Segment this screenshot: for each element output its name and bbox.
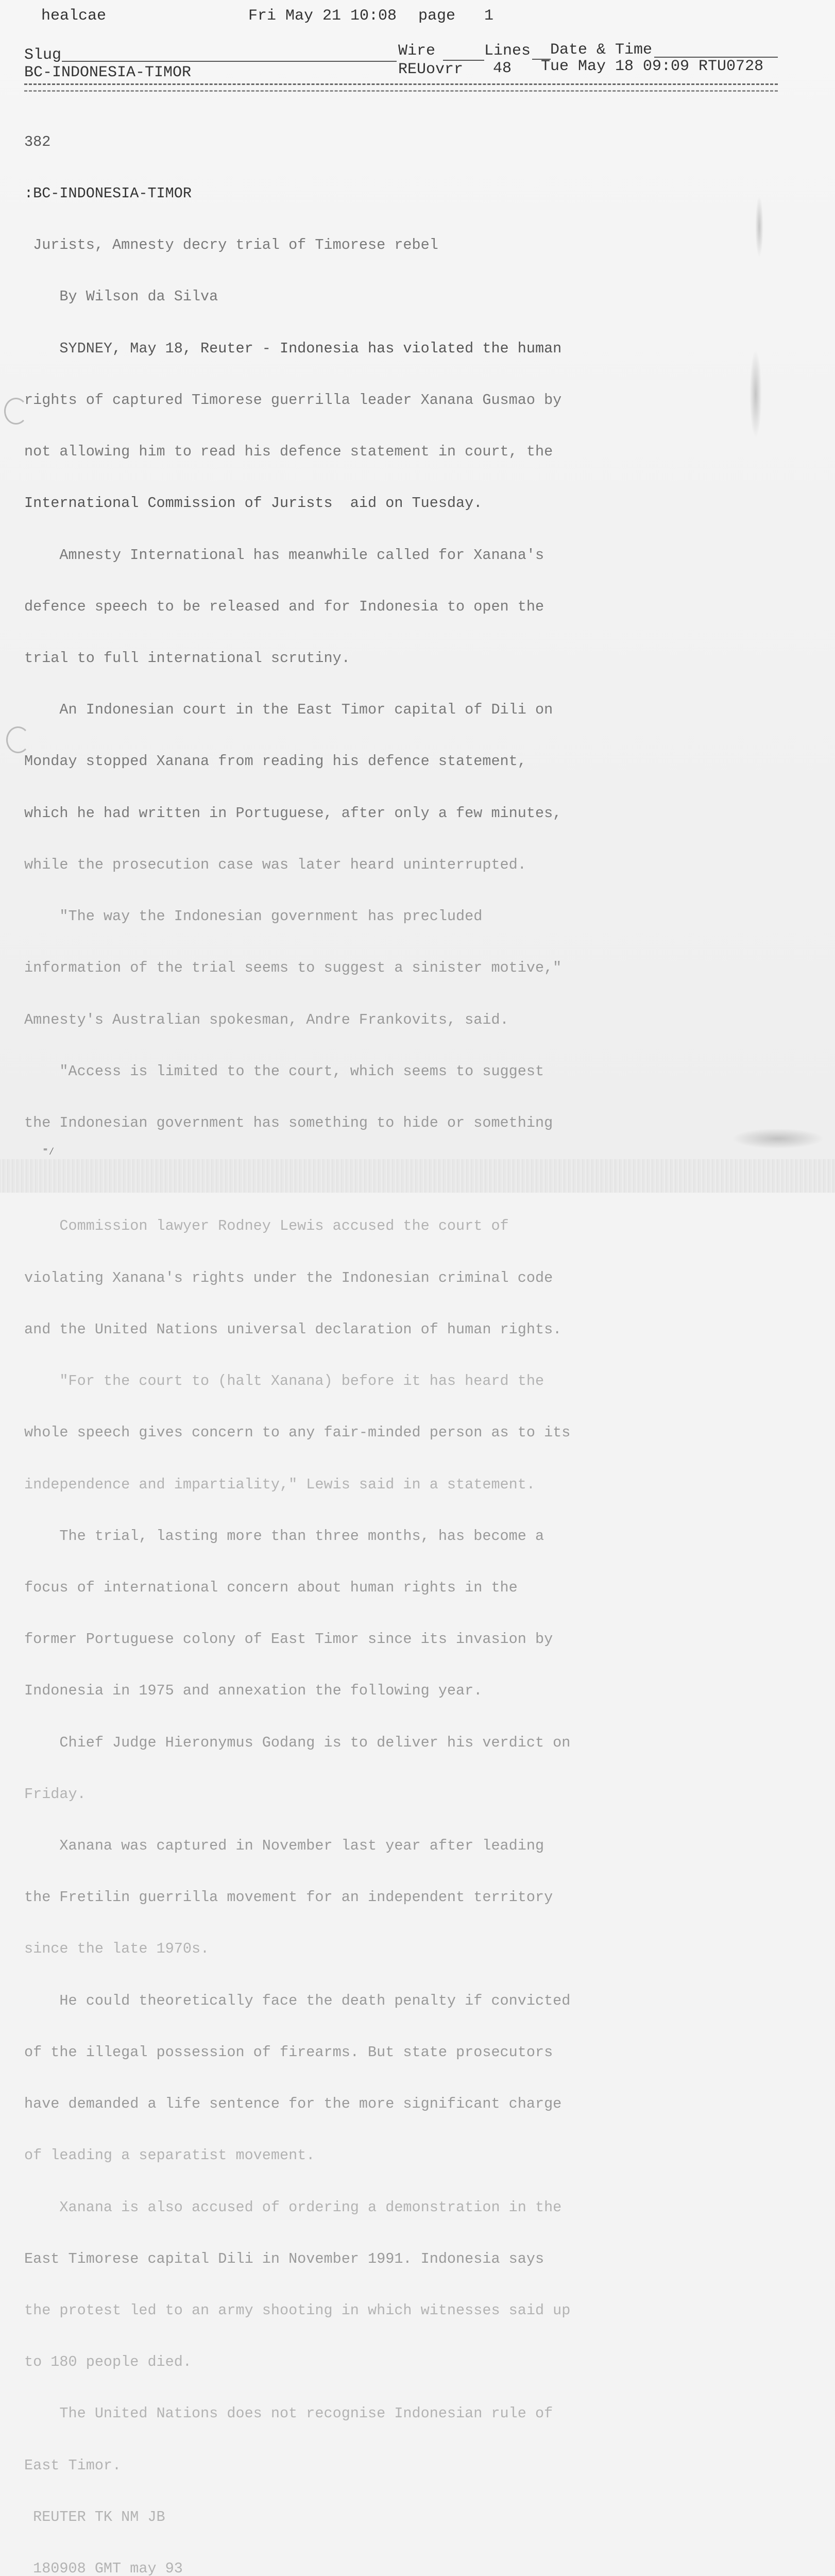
slug-underline bbox=[62, 61, 397, 62]
slug-label: Slug bbox=[24, 46, 62, 64]
story-line: have demanded a life sentence for the more significant charge bbox=[24, 2095, 562, 2113]
story-line: Chief Judge Hieronymus Godang is to deliver his verdict on bbox=[24, 1734, 571, 1751]
story-line: whole speech gives concern to any fair-minded person as to its bbox=[24, 1424, 571, 1442]
punch-hole-mark bbox=[6, 726, 30, 753]
story-line: information of the trial seems to suggest a sinister motive," bbox=[24, 959, 562, 977]
story-line: "For the court to (halt Xanana) before it has heard the bbox=[24, 1372, 544, 1390]
story-line: focus of international concern about human rights in the bbox=[24, 1579, 518, 1596]
story-line: violating Xanana's rights under the Indonesian criminal code bbox=[24, 1269, 553, 1286]
story-line: The trial, lasting more than three months, has become a bbox=[24, 1527, 544, 1545]
story-line: the Fretilin guerrilla movement for an independent territory bbox=[24, 1889, 553, 1906]
story-line: Amnesty International has meanwhile called for Xanana's bbox=[24, 546, 544, 564]
header-separator bbox=[24, 83, 778, 92]
story-line: Xanana was captured in November last year after leading bbox=[24, 1837, 544, 1855]
lines-value: 48 bbox=[493, 60, 512, 77]
story-line: former Portuguese colony of East Timor since its invasion by bbox=[24, 1631, 553, 1648]
datetime-value: Tue May 18 09:09 RTU0728 bbox=[541, 58, 764, 75]
story-headline: Jurists, Amnesty decry trial of Timorese rebel bbox=[24, 236, 438, 254]
story-line: :BC-INDONESIA-TIMOR bbox=[24, 185, 192, 202]
story-line: "Access is limited to the court, which seems to suggest bbox=[24, 1062, 544, 1080]
story-line: to 180 people died. bbox=[24, 2353, 192, 2371]
story-line: The United Nations does not recognise Indonesian rule of bbox=[24, 2405, 553, 2422]
story-line: defence speech to be released and for Indonesia to open the bbox=[24, 598, 544, 615]
page-label: page bbox=[418, 7, 456, 25]
story-line: independence and impartiality," Lewis said in a statement. bbox=[24, 1476, 535, 1493]
story-line: Friday. bbox=[24, 1785, 86, 1803]
story-line: since the late 1970s. bbox=[24, 1940, 210, 1958]
print-timestamp: Fri May 21 10:08 bbox=[248, 7, 397, 25]
punch-hole-mark bbox=[4, 398, 28, 425]
story-line: while the prosecution case was later heard uninterrupted. bbox=[24, 856, 526, 873]
story-line: Monday stopped Xanana from reading his defence statement, bbox=[24, 753, 526, 770]
story-line: He could theoretically face the death penalty if convicted bbox=[24, 1992, 571, 2009]
story-line: Indonesia in 1975 and annexation the following year. bbox=[24, 1682, 483, 1700]
story-line: Xanana is also accused of ordering a demonstration in the bbox=[24, 2198, 562, 2216]
operator-name: healcae bbox=[41, 7, 107, 25]
story-line: the protest led to an army shooting in which witnesses said up bbox=[24, 2302, 571, 2319]
scan-smudge bbox=[731, 1128, 824, 1149]
story-body bbox=[24, 99, 787, 2576]
datetime-label: Date & Time bbox=[550, 41, 653, 59]
story-line: rights of captured Timorese guerrilla leader Xanana Gusmao by bbox=[24, 391, 562, 409]
corner-mark: ⁼⁄ bbox=[42, 1146, 55, 1158]
story-line: and the United Nations universal declaration of human rights. bbox=[24, 1320, 562, 1338]
story-line: Commission lawyer Rodney Lewis accused the court of bbox=[24, 1217, 509, 1235]
wire-value: REUovrr bbox=[398, 61, 464, 78]
story-line: of leading a separatist movement. bbox=[24, 2147, 315, 2164]
story-line: trial to full international scrutiny. bbox=[24, 650, 350, 667]
story-line: "The way the Indonesian government has precluded bbox=[24, 908, 483, 925]
slug-value: BC-INDONESIA-TIMOR bbox=[24, 64, 192, 81]
story-line: East Timor. bbox=[24, 2456, 122, 2474]
scan-smudge bbox=[749, 350, 762, 438]
story-line: of the illegal possession of firearms. But state prosecutors bbox=[24, 2043, 553, 2061]
story-line: which he had written in Portuguese, after only a few minutes, bbox=[24, 804, 562, 822]
story-line: East Timorese capital Dili in November 1991. Indonesia says bbox=[24, 2250, 544, 2267]
story-line: 382 bbox=[24, 133, 51, 150]
page-number: 1 bbox=[484, 7, 494, 25]
story-line: An Indonesian court in the East Timor capital of Dili on bbox=[24, 701, 553, 719]
story-transmit-time: 180908 GMT may 93 bbox=[24, 2560, 183, 2576]
story-line: the Indonesian government has something to hide or something bbox=[24, 1114, 553, 1131]
story-line: International Commission of Jurists aid on Tuesday. bbox=[24, 495, 483, 512]
story-line: Amnesty's Australian spokesman, Andre Frankovits, said. bbox=[24, 1011, 509, 1028]
story-dateline-credit: REUTER TK NM JB bbox=[24, 2508, 165, 2526]
story-byline: By Wilson da Silva bbox=[24, 288, 218, 306]
scan-smudge bbox=[755, 196, 763, 258]
wire-label: Wire bbox=[398, 42, 436, 60]
story-line: SYDNEY, May 18, Reuter - Indonesia has violated the human bbox=[24, 340, 562, 357]
lines-label: Lines bbox=[484, 42, 531, 60]
story-line: not allowing him to read his defence statement in court, the bbox=[24, 443, 553, 461]
scan-edge bbox=[0, 1159, 835, 1193]
